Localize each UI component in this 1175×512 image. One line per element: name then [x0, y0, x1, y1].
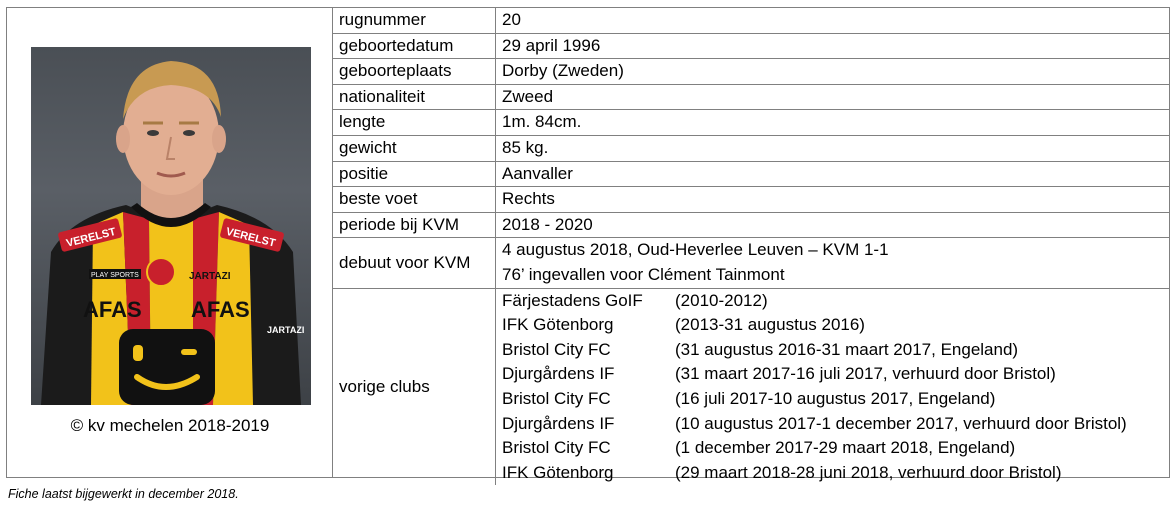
- info-row: [333, 161, 1170, 187]
- info-value: Zweed: [496, 84, 1171, 110]
- chest-right-text: AFAS: [191, 297, 250, 322]
- info-row: [333, 110, 1170, 136]
- sleeve-text: JARTAZI: [267, 325, 305, 335]
- club-period: (10 augustus 2017-1 december 2017, verhuurd door Bristol): [675, 413, 1127, 433]
- info-row: [333, 212, 1170, 238]
- info-label: rugnummer: [333, 8, 496, 33]
- info-label: positie: [333, 161, 496, 187]
- debut-row: [333, 238, 1170, 288]
- sponsor-left-text: VERELST: [65, 225, 118, 250]
- info-label: beste voet: [333, 187, 496, 213]
- club-entry: [502, 313, 1164, 338]
- info-value: 29 april 1996: [496, 33, 1171, 59]
- club-period: (2010-2012): [675, 290, 768, 310]
- club-period: (2013-31 augustus 2016): [675, 315, 865, 335]
- club-name: Bristol City FC: [502, 388, 611, 408]
- club-name: Djurgårdens IF: [502, 413, 615, 433]
- club-period: (16 juli 2017-10 augustus 2017, Engeland): [675, 388, 996, 408]
- club-period: (31 augustus 2016-31 maart 2017, Engeland): [675, 339, 1019, 359]
- player-info-table: [333, 8, 1170, 485]
- club-entry: [502, 461, 1164, 486]
- info-label: nationaliteit: [333, 84, 496, 110]
- info-row: [333, 84, 1170, 110]
- sponsor-right-text: VERELST: [224, 225, 277, 250]
- club-entry: [502, 289, 1164, 314]
- club-entry: [502, 338, 1164, 363]
- debut-value: [496, 238, 1171, 288]
- info-value: Rechts: [496, 187, 1171, 213]
- club-period: (1 december 2017-29 maart 2018, Engeland): [675, 438, 1016, 458]
- club-period: (31 maart 2017-16 juli 2017, verhuurd door Bristol): [675, 364, 1056, 384]
- info-value: 1m. 84cm.: [496, 110, 1171, 136]
- player-card: [6, 7, 1170, 482]
- brand-right-text: JARTAZI: [189, 271, 231, 282]
- info-row: [333, 187, 1170, 213]
- debut-label: debuut voor KVM: [333, 238, 496, 288]
- club-entry: [502, 436, 1164, 461]
- info-label: gewicht: [333, 135, 496, 161]
- player-portrait-illustration: [31, 47, 311, 405]
- club-entry: [502, 412, 1164, 437]
- info-value: Aanvaller: [496, 161, 1171, 187]
- player-photo: [31, 47, 311, 405]
- info-row: [333, 8, 1170, 33]
- club-entry: [502, 362, 1164, 387]
- photo-caption: © kv mechelen 2018-2019: [70, 416, 270, 435]
- info-value: 2018 - 2020: [496, 212, 1171, 238]
- info-value: 85 kg.: [496, 135, 1171, 161]
- info-row: [333, 33, 1170, 59]
- debut-line-1: 4 augustus 2018, Oud-Heverlee Leuven – KVM 1-1: [502, 240, 889, 260]
- club-name: IFK Götenborg: [502, 462, 614, 482]
- info-row: [333, 59, 1170, 85]
- club-name: Bristol City FC: [502, 438, 611, 458]
- info-label: geboortedatum: [333, 33, 496, 59]
- previous-clubs-row: [333, 288, 1170, 485]
- footnote: Fiche laatst bijgewerkt in december 2018.: [8, 487, 239, 501]
- chest-left-text: AFAS: [83, 297, 142, 322]
- info-label: lengte: [333, 110, 496, 136]
- club-name: Färjestadens GoIF: [502, 290, 643, 310]
- info-value: Dorby (Zweden): [496, 59, 1171, 85]
- previous-clubs-list: [496, 288, 1171, 485]
- info-label: geboorteplaats: [333, 59, 496, 85]
- photo-cell: [7, 8, 333, 477]
- club-name: Bristol City FC: [502, 339, 611, 359]
- debut-line-2: 76’ ingevallen voor Clément Tainmont: [502, 264, 785, 284]
- club-entry: [502, 387, 1164, 412]
- info-value: 20: [496, 8, 1171, 33]
- club-name: Djurgårdens IF: [502, 364, 615, 384]
- info-label: periode bij KVM: [333, 212, 496, 238]
- brand-small-text: PLAY SPORTS: [91, 272, 139, 279]
- club-name: IFK Götenborg: [502, 315, 614, 335]
- club-period: (29 maart 2018-28 juni 2018, verhuurd door Bristol): [675, 462, 1062, 482]
- info-row: [333, 135, 1170, 161]
- previous-clubs-label: vorige clubs: [333, 288, 496, 485]
